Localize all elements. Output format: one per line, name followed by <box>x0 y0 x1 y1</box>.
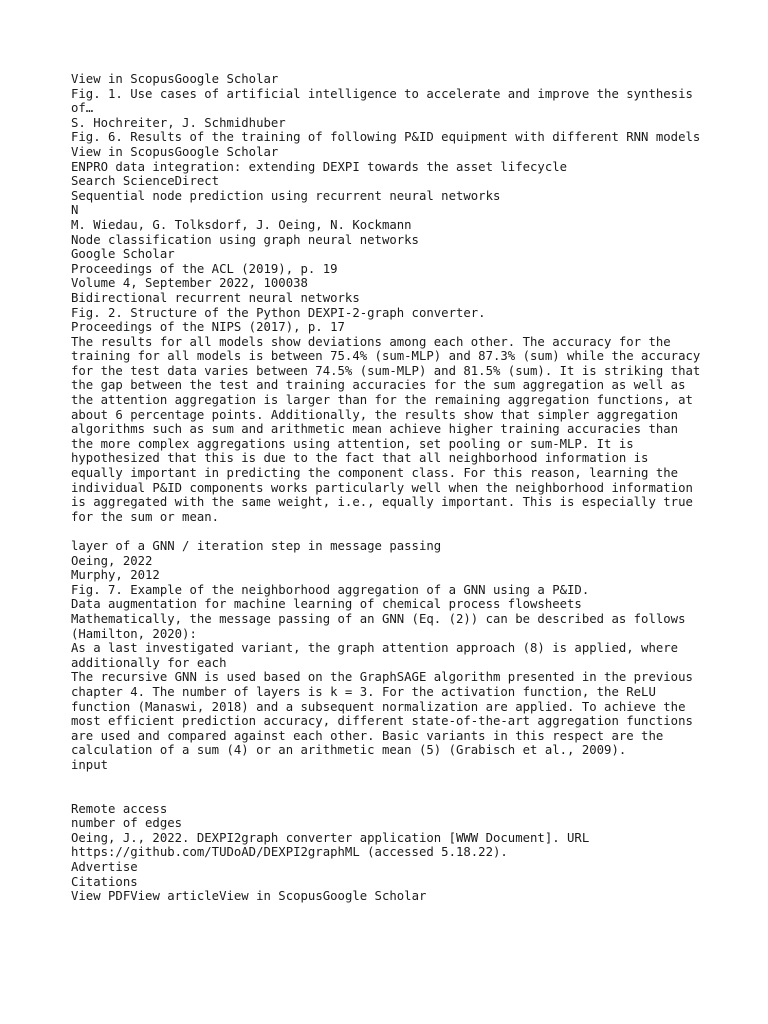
reference-oeing-dexpi2graph: Oeing, J., 2022. DEXPI2graph converter application [WWW Document]. URL https://github.com/TUDoAD/DEXPI2graphML (accessed 5.18.22). <box>71 830 597 860</box>
reference-title-enpro[interactable]: ENPRO data integration: extending DEXPI towards the asset lifecycle <box>71 159 568 174</box>
spacer <box>71 773 701 788</box>
figure-caption-7: Fig. 7. Example of the neighborhood aggregation of a GNN using a P&ID. <box>71 582 590 597</box>
advertise-link[interactable]: Advertise <box>71 860 138 875</box>
figure-caption-1: Fig. 1. Use cases of artificial intelligence to accelerate and improve the synthesis of… <box>71 86 701 116</box>
spacer <box>71 524 701 539</box>
table-term-input: input <box>71 757 109 772</box>
remote-access-link[interactable]: Remote access <box>71 801 168 816</box>
citations-link[interactable]: Citations <box>71 874 138 889</box>
google-scholar-link-2[interactable]: Google Scholar <box>322 889 427 904</box>
reference-links-row <box>71 889 701 904</box>
google-scholar-link[interactable]: Google Scholar <box>71 247 175 262</box>
reference-source-acl: Proceedings of the ACL (2019), p. 19 <box>71 261 338 276</box>
section-title-sequential-node-prediction: Sequential node prediction using recurrent neural networks <box>71 188 501 203</box>
view-in-scopus-link[interactable]: View in Scopus <box>219 889 323 904</box>
view-in-scopus-google-scholar-link-2[interactable]: View in ScopusGoogle Scholar <box>71 144 279 159</box>
table-term-layer: layer of a GNN / iteration step in message passing <box>71 539 442 553</box>
view-pdf-link[interactable]: View PDF <box>71 889 131 904</box>
section-title-node-classification: Node classification using graph neural networks <box>71 232 419 247</box>
reference-title-data-augmentation[interactable]: Data augmentation for machine learning of chemical process flowsheets <box>71 597 582 612</box>
view-in-scopus-google-scholar-link[interactable]: View in ScopusGoogle Scholar <box>71 72 279 86</box>
reference-title-bidirectional-rnn: Bidirectional recurrent neural networks <box>71 290 360 305</box>
results-paragraph: The results for all models show deviations among each other. The accuracy for the training for all models is between 75.4% (sum-MLP) and 87.3% (sum) while the accuracy for the test data varies between 74.5% (sum-MLP) and 81.5% (sum). It is striking that the gap between the test and training accuracies for the sum aggregation as well as the attention aggregation is larger than for the remaining aggregation functions, at about 6 percentage points. Additionally, the results show that simpler aggregation algorithms such as sum and arithmetic mean achieve higher training accuracies than the more complex aggregations using attention, set pooling or sum-MLP. It is hypothesized that this is due to the fact that all neighborhood information is equally important in predicting the component class. For this reason, learning the individual P&ID components works particularly well when the neighborhood information is aggregated with the same weight, i.e., equally important. This is especially true for the sum or mean. <box>71 334 708 524</box>
text-content <box>71 72 708 904</box>
author-line-wiedau: M. Wiedau, G. Tolksdorf, J. Oeing, N. Kockmann <box>71 217 412 232</box>
search-sciencedirect-link[interactable]: Search ScienceDirect <box>71 174 220 189</box>
message-passing-paragraph: Mathematically, the message passing of an GNN (Eq. (2)) can be described as follows (Hamilton, 2020): <box>71 611 693 641</box>
citation-murphy-2012[interactable]: Murphy, 2012 <box>71 568 160 583</box>
figure-caption-2: Fig. 2. Structure of the Python DEXPI-2-graph converter. <box>71 305 486 320</box>
graph-attention-paragraph: As a last investigated variant, the graph attention approach (8) is applied, where additionally for each <box>71 641 686 670</box>
reference-source-nips: Proceedings of the NIPS (2017), p. 17 <box>71 320 345 335</box>
journal-volume-link[interactable]: Volume 4, September 2022, 100038 <box>71 276 308 291</box>
view-article-link[interactable]: View article <box>130 889 220 904</box>
table-term-number-of-edges: number of edges <box>71 816 183 831</box>
author-line-hochreiter: S. Hochreiter, J. Schmidhuber <box>71 115 286 130</box>
spacer <box>71 787 701 802</box>
citation-oeing-2022[interactable]: Oeing, 2022 <box>71 553 153 568</box>
recursive-gnn-paragraph: The recursive GNN is used based on the GraphSAGE algorithm presented in the previous chapter 4. The number of layers is k = 3. For the activation function, the ReLU function (Manaswi, 2018) and a subsequent normalization are applied. To achieve the most efficient prediction accuracy, different state-of-the-art aggregation functions are used and compared against each other. Basic variants in this respect are the calculation of a sum (4) or an arithmetic mean (5) (Grabisch et al., 2009). <box>71 670 701 758</box>
figure-caption-6: Fig. 6. Results of the training of following P&ID equipment with different RNN models <box>71 130 701 145</box>
symbol-n: N <box>71 203 79 218</box>
